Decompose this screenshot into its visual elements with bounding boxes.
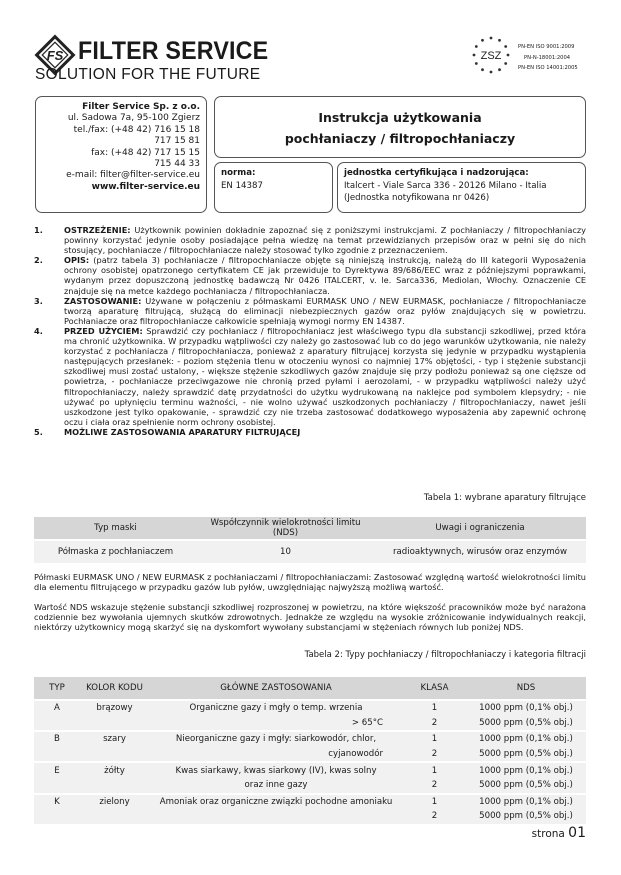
section-number: 5. bbox=[34, 426, 43, 437]
certification-body-box bbox=[337, 162, 586, 213]
table-row-group-b bbox=[34, 732, 586, 761]
company-phone-2: 717 15 81 bbox=[154, 136, 200, 147]
table-cell-color: szary bbox=[103, 734, 126, 745]
table-cell-color: zielony bbox=[99, 796, 130, 807]
section-heading: OSTRZEŻENIE: bbox=[64, 225, 131, 235]
table-row bbox=[34, 778, 586, 793]
paragraph-nds: Wartość NDS wskazuje stężenie substancji szkodliwej rozproszonej w powietrzu, na które większość pracowników może być narażona codziennie bez wywołania ujemnych skutków zdrowotnych. Jednakże ze względu na wysokie zróżnicowanie indywidualnych reakcji, niektórzy użytkownicy mogą skarżyć się na dyskomfort wywołany substancjami w stężeniach równych lub poniżej NDS. bbox=[34, 602, 586, 633]
table-header-cell: KOLOR KODU bbox=[86, 683, 143, 693]
table2-caption: Tabela 2: Typy pochłaniaczy / filtropochłaniaczy i kategoria filtracji bbox=[304, 650, 586, 660]
section-heading: ZASTOSOWANIE: bbox=[64, 295, 142, 306]
section-text: Sprawdzić czy pochłaniacz / filtropochłaniacz jest właściwego typu dla substancji szkodliwej, przed która ma chronić użytkownika. W przypadku wątpliwości czy należy go zastosować lub co do jego warunków użytkowania, nie należy korzystać z pochłaniacza / filtropochłaniacza, ponieważ z aparatury filtrującej korzysta się jedynie w przypadku wystąpienia następujących przesłanek: - poziom stężenia tlenu w otoczeniu wynosi co najmniej 17% objętości, - typ i stężenie substancji szkodliwej musi zostać ustalony, - większe stężenie szkodliwych gazów znajduje się przy podłożu ponieważ są one cięższe od powietrza, - pochłaniacze przeciwgazowe nie chronią przed pyłami i aerozolami, - w przypadku wątpliwości należy użyć filtropochłaniaczy, należy sprawdzić datę przydatności do użytku wydrukowaną na naklejce pod symbolem klepsydry; - nie używać po upłynięciu terminu ważności, - nie wolno używać uszkodzonych pochłaniaczy / filtropochłaniaczy, nawet jeśli uszkodzone jest tylko opakowanie, - sprawdzić czy nie trzeba zastosować dodatkowego wyposażenia aby zapewnić ochronę oczu i ciała oraz spełnienie norm ochrony osobistej. bbox=[64, 325, 586, 427]
table-header-row bbox=[34, 517, 586, 539]
table-cell-class: 2 bbox=[431, 717, 438, 728]
cert-standards bbox=[518, 42, 578, 74]
company-logo bbox=[34, 34, 274, 90]
table-row-group-k bbox=[34, 795, 586, 824]
company-fax-2: 715 44 33 bbox=[154, 159, 200, 170]
section-heading: OPIS: bbox=[64, 255, 90, 266]
table-cell-nds: 5000 ppm (0,5% obj.) bbox=[479, 749, 573, 760]
page-label: strona bbox=[531, 828, 565, 840]
section-warning bbox=[34, 225, 586, 255]
table-row bbox=[34, 795, 586, 810]
company-fax: fax: (+48 42) 717 15 15 bbox=[91, 147, 200, 158]
cert-line: PN-EN ISO 9001:2009 bbox=[518, 44, 575, 50]
certification-mark bbox=[468, 34, 588, 80]
table-cell-nds: 1000 ppm (0,1% obj.) bbox=[479, 703, 573, 714]
table-cell-type: B bbox=[54, 734, 60, 745]
section-number: 4. bbox=[34, 325, 43, 336]
page-number-value: 01 bbox=[568, 825, 586, 841]
table-cell-nds: 5000 ppm (0,5% obj.) bbox=[479, 811, 573, 822]
document-subtitle: pochłaniaczy / filtropochłaniaczy bbox=[284, 131, 516, 146]
table-row bbox=[34, 747, 586, 762]
table-cell-use: Kwas siarkawy, kwas siarkowy (IV), kwas solny bbox=[175, 765, 377, 776]
document-title-box bbox=[214, 96, 586, 158]
brand-tagline: SOLUTION FOR THE FUTURE bbox=[35, 66, 261, 83]
cert-logo-text: ZSZ bbox=[480, 50, 502, 62]
table-cell-use: cyjanowodór bbox=[328, 749, 383, 760]
section-text: Używane w połączeniu z półmaskami EURMASK UNO / NEW EURMASK, pochłaniacze / filtropochłaniacze tworzą aparaturę filtrującą, służącą do eliminacji niebezpiecznych gazów oraz pyłów znajdujących się w powietrzu. Pochłaniacze oraz filtropochłaniacze całkowicie spełniają wymogi normy EN 14387. bbox=[64, 295, 586, 326]
brand-name: FILTER SERVICE bbox=[78, 37, 269, 65]
table-row-group-e bbox=[34, 763, 586, 792]
company-contact-box bbox=[35, 96, 207, 213]
table-cell-class: 1 bbox=[431, 765, 438, 776]
table1 bbox=[34, 517, 586, 563]
table2 bbox=[34, 677, 586, 824]
page-number bbox=[532, 825, 586, 841]
logo-mark-text: FS bbox=[46, 48, 64, 63]
company-email[interactable]: e-mail: filter@filter-service.eu bbox=[66, 170, 200, 181]
table-cell-use: Organiczne gazy i mgły o temp. wrzenia bbox=[189, 703, 363, 714]
table-header-cell: Współczynnik wielokrotności limitu (NDS) bbox=[210, 518, 361, 538]
company-phone: tel./fax: (+48 42) 716 15 18 bbox=[73, 124, 200, 135]
table-cell-class: 2 bbox=[431, 749, 438, 760]
table-cell-use: Amoniak oraz organiczne związki pochodne amoniaku bbox=[159, 796, 393, 807]
table-cell-class: 1 bbox=[431, 796, 438, 807]
norma-box bbox=[214, 162, 333, 213]
table-cell-class: 2 bbox=[431, 780, 438, 791]
table-cell-color: brązowy bbox=[96, 703, 133, 714]
section-possible-uses bbox=[34, 427, 586, 437]
table-cell-nds: 1000 ppm (0,1% obj.) bbox=[479, 796, 573, 807]
table-row bbox=[34, 732, 586, 747]
table-header-cell: Typ maski bbox=[94, 523, 137, 533]
norma-label: norma: bbox=[221, 168, 256, 178]
company-address: ul. Sadowa 7a, 95-100 Zgierz bbox=[67, 113, 200, 124]
table1-caption: Tabela 1: wybrane aparatury filtrujące bbox=[423, 493, 586, 503]
document-title: Instrukcja użytkowania bbox=[318, 110, 482, 125]
table-header-cell: KLASA bbox=[420, 683, 449, 693]
section-number: 2. bbox=[34, 255, 43, 266]
table-cell-class: 1 bbox=[431, 703, 438, 714]
zsz-cert-icon bbox=[468, 34, 514, 80]
section-description bbox=[34, 255, 586, 295]
section-heading: PRZED UŻYCIEM: bbox=[64, 325, 143, 336]
instruction-sections bbox=[34, 225, 586, 437]
certbody-label: jednostka certyfikująca i nadzorująca: bbox=[344, 168, 529, 178]
table-cell-nds: 5000 ppm (0,5% obj.) bbox=[479, 780, 573, 791]
table-row bbox=[34, 763, 586, 778]
table-header-cell: GŁÓWNE ZASTOSOWANIA bbox=[220, 683, 332, 693]
section-text: (patrz tabela 3) pochłaniacze / filtropochłaniacze objęte są niniejszą instrukcją, należą do III kategorii Wyposażenia ochrony osobistej opatrzonego certyfikatem CE jak przewiduje to Dyrektywa 89/686/EEC wraz z późniejszymi poprawkami, wydanym przez dopuszczoną jednostkę badawczą Nr 0426 ITALCERT, v. le. Sarca336, Mediolan, Włochy. Oznaczenie CE znajduje się na metce każdego pochłaniacza / filtropochłaniacza. bbox=[64, 255, 586, 296]
section-heading: MOŻLIWE ZASTOSOWANIA APARATURY FILTRUJĄCEJ bbox=[64, 426, 301, 437]
table-cell-use: Nieorganiczne gazy i mgły: siarkowodór, chlor, bbox=[175, 734, 377, 745]
table-cell: 10 bbox=[280, 547, 291, 557]
table-row bbox=[34, 541, 586, 563]
table-header-row bbox=[34, 677, 586, 699]
table-row bbox=[34, 716, 586, 731]
table-row bbox=[34, 809, 586, 824]
company-name: Filter Service Sp. z o.o. bbox=[82, 102, 200, 112]
norma-value: EN 14387 bbox=[221, 180, 263, 191]
company-website[interactable]: www.filter-service.eu bbox=[91, 181, 200, 192]
table-cell-nds: 1000 ppm (0,1% obj.) bbox=[479, 765, 573, 776]
section-application bbox=[34, 296, 586, 326]
paragraph-halfmasks: Półmaski EURMASK UNO / NEW EURMASK z pochłaniaczami / filtropochłaniaczami: Zastosować względną wartość wielokrotności limitu dla elementu filtrującego w przypadku gazów lub pyłów, uwzględniając najwyższą możliwą wartość. bbox=[34, 572, 586, 593]
table-cell-nds: 1000 ppm (0,1% obj.) bbox=[479, 734, 573, 745]
table-cell-type: K bbox=[54, 796, 60, 807]
table-cell: radioaktywnych, wirusów oraz enzymów bbox=[393, 547, 567, 557]
cert-line: PN-EN ISO 14001:2005 bbox=[518, 65, 578, 71]
section-number: 3. bbox=[34, 295, 43, 306]
cert-line: PN-N-18001:2004 bbox=[524, 54, 571, 61]
table-cell-class: 1 bbox=[431, 734, 438, 745]
certbody-notified: (Jednostka notyfikowana nr 0426) bbox=[344, 193, 490, 203]
table-cell-class: 2 bbox=[431, 811, 438, 822]
table-cell: Półmaska z pochłaniaczem bbox=[57, 547, 174, 557]
table-header-cell: Uwagi i ograniczenia bbox=[435, 523, 525, 533]
table-cell-type: A bbox=[54, 703, 60, 714]
table-header-cell: TYP bbox=[49, 683, 65, 693]
table-cell-use: oraz inne gazy bbox=[244, 780, 308, 791]
section-number: 1. bbox=[34, 225, 43, 235]
table-cell-type: E bbox=[54, 765, 60, 776]
section-before-use bbox=[34, 326, 586, 427]
table-header-cell: NDS bbox=[516, 683, 536, 693]
section-text: Użytkownik powinien dokładnie zapoznać się z poniższymi instrukcjami. Z pochłaniaczy / filtropochłaniaczy powinny korzystać jedynie osoby posiadające pełna wiedzę na temat przewidzianych przepisów oraz w pełni się do nich stosujący, pochłaniacze / filtropochłaniacze należy stosować tylko zgodnie z przeznaczeniem. bbox=[64, 225, 586, 256]
table-row bbox=[34, 701, 586, 716]
table-cell-nds: 5000 ppm (0,5% obj.) bbox=[479, 717, 573, 728]
table-cell-use: > 65°C bbox=[351, 717, 383, 728]
table-cell-color: żółty bbox=[104, 765, 125, 776]
table-row-group-a bbox=[34, 701, 586, 730]
certbody-address: Italcert - Viale Sarca 336 - 20126 Milano - Italia bbox=[344, 180, 547, 191]
